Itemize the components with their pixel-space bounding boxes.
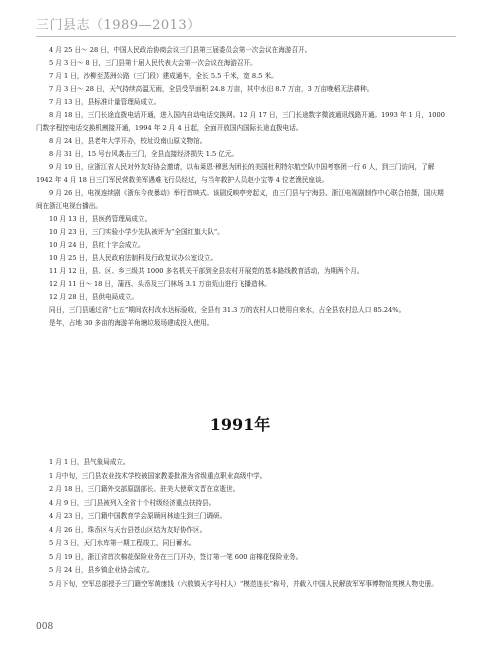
entry-paragraph: 8 月 31 日，15 号台风袭击三门，全县直接经济损失 1.5 亿元。	[49, 150, 239, 158]
running-header: 三门县志（1989—2013）	[36, 18, 201, 33]
page-number: 008	[36, 622, 54, 632]
entry-paragraph: 4 月 23 日，三门籍中国教育学会原顾问林迪生到三门调研。	[49, 512, 227, 520]
entry-paragraph: 2 月 18 日，三门籍外交部原副部长、驻美大使章文晋在京逝世。	[49, 485, 240, 493]
entry-paragraph: 10 月 23 日，三门实验小学少先队被评为“全国红旗大队”。	[49, 228, 224, 236]
entry-paragraph: 7 月 3 日～ 28 日，天气持续高温无雨，全县受旱面积 24.8 万亩，其中水田 8.7 万亩，3 万亩晚稻无法耕种。	[49, 85, 374, 93]
entry-paragraph: 5 月 3 日～ 8 日，三门县第十届人民代表大会第一次会议在海游召开。	[49, 59, 257, 67]
entry-paragraph: 9 月 19 日，应浙江省人民对外友好协会邀请，以布莱恩·穆思为团长的美国杜利特尔航空队中国考察团一行 6 人，到三门访问，了解 1942 年 4 月 18 日三门军民营救美军遇难飞行员经过，与当年救护人员赵小宝等 4 位老渔民座谈。	[36, 163, 435, 184]
entry-paragraph: 5 月 3 日，天门水库第一期工程竣工，同日蓄水。	[49, 539, 196, 547]
entry-paragraph: 7 月 13 日，县标准计量管理局成立。	[49, 98, 161, 106]
chronicle-1990-section	[36, 44, 446, 330]
entry-paragraph: 5 月 24 日，县乡镇企业协会成立。	[49, 566, 154, 574]
entry-paragraph: 10 月 25 日，县人民政府法制科及行政复议办公室设立。	[49, 254, 218, 262]
entry-paragraph: 5 月 19 日，浙江省首次棉花保险业务在三门开办，签订第一笔 600 亩棉花保险业务。	[49, 552, 303, 561]
year-heading: 1991年	[209, 415, 271, 434]
entry-paragraph: 1 月 1 日，县气象局成立。	[49, 458, 130, 466]
entry-paragraph: 1 月中旬，三门县农业技术学校被国家教委批准为省级重点职业高级中学。	[49, 471, 267, 480]
entry-paragraph: 4 月 26 日，珠岙区与天台县苍山区结为友好协作区。	[49, 525, 207, 534]
header-divider	[36, 36, 456, 37]
entry-paragraph: 4 月 9 日，三门县被列入全省十个村级经济重点扶持县。	[49, 498, 216, 507]
chronicle-1991-section	[36, 456, 446, 591]
entry-paragraph: 8 月 18 日，三门长途直拨电话开通，进入国内自动电话交换网。12 月 17 日，三门长途数字微波通讯线路开通。1993 年 1 月，1000 门数字程控电话交换机割接开通，1994 年 2 月 4 日起，全面开放国内国际长途直拨电话。	[36, 111, 445, 132]
entry-paragraph: 10 月 13 日，县医药管理局成立。	[49, 215, 152, 223]
entry-paragraph: 12 月 28 日，县供电局成立。	[49, 293, 139, 301]
entry-paragraph: 4 月 25 日～ 28 日，中国人民政治协商会议三门县第三届委员会第一次会议在海游召开。	[49, 46, 312, 54]
entry-paragraph: 同日，三门县通过省“七五”期间农村改水达标验收，全县有 31.3 万的农村人口使用自来水，占全县农村总人口 85.24%。	[49, 306, 406, 314]
entry-paragraph: 7 月 1 日，沙柳至蒸洲公路（三门段）建成通车，全长 5.5 千米，宽 8.5 米。	[49, 72, 278, 80]
entry-paragraph: 10 月 24 日，县红十字会成立。	[49, 241, 145, 249]
entry-paragraph: 是年，占地 30 多亩的海游羊角塘垃圾场建成投入使用。	[49, 319, 214, 327]
entry-paragraph: 12 月 11 日～ 18 日，蒲西、头岙及三门林场 3.1 万亩荒山进行飞播造林。	[49, 280, 271, 288]
entry-paragraph: 5 月下旬，空军总部授予三门籍空军黄康钱（六敖镇天字号村人）“模范连长”称号，并载入中国人民解放军军事博物馆英模人物史册。	[49, 579, 438, 588]
entry-paragraph: 11 月 12 日，县、区、乡三级共 1000 多名机关干部到全县农村开展党的基本路线教育活动，为期两个月。	[49, 267, 364, 275]
entry-paragraph: 8 月 24 日，县老年大学开办，校址设南山原文物馆。	[49, 137, 207, 145]
entry-paragraph: 9 月 26 日，电视连续剧《浙东今夜暴动》举行首映式。该剧反映亭旁起义，由三门县与宁海县、浙江电视剧制作中心联合拍摄，国庆期间在浙江电视台播出。	[36, 189, 444, 210]
